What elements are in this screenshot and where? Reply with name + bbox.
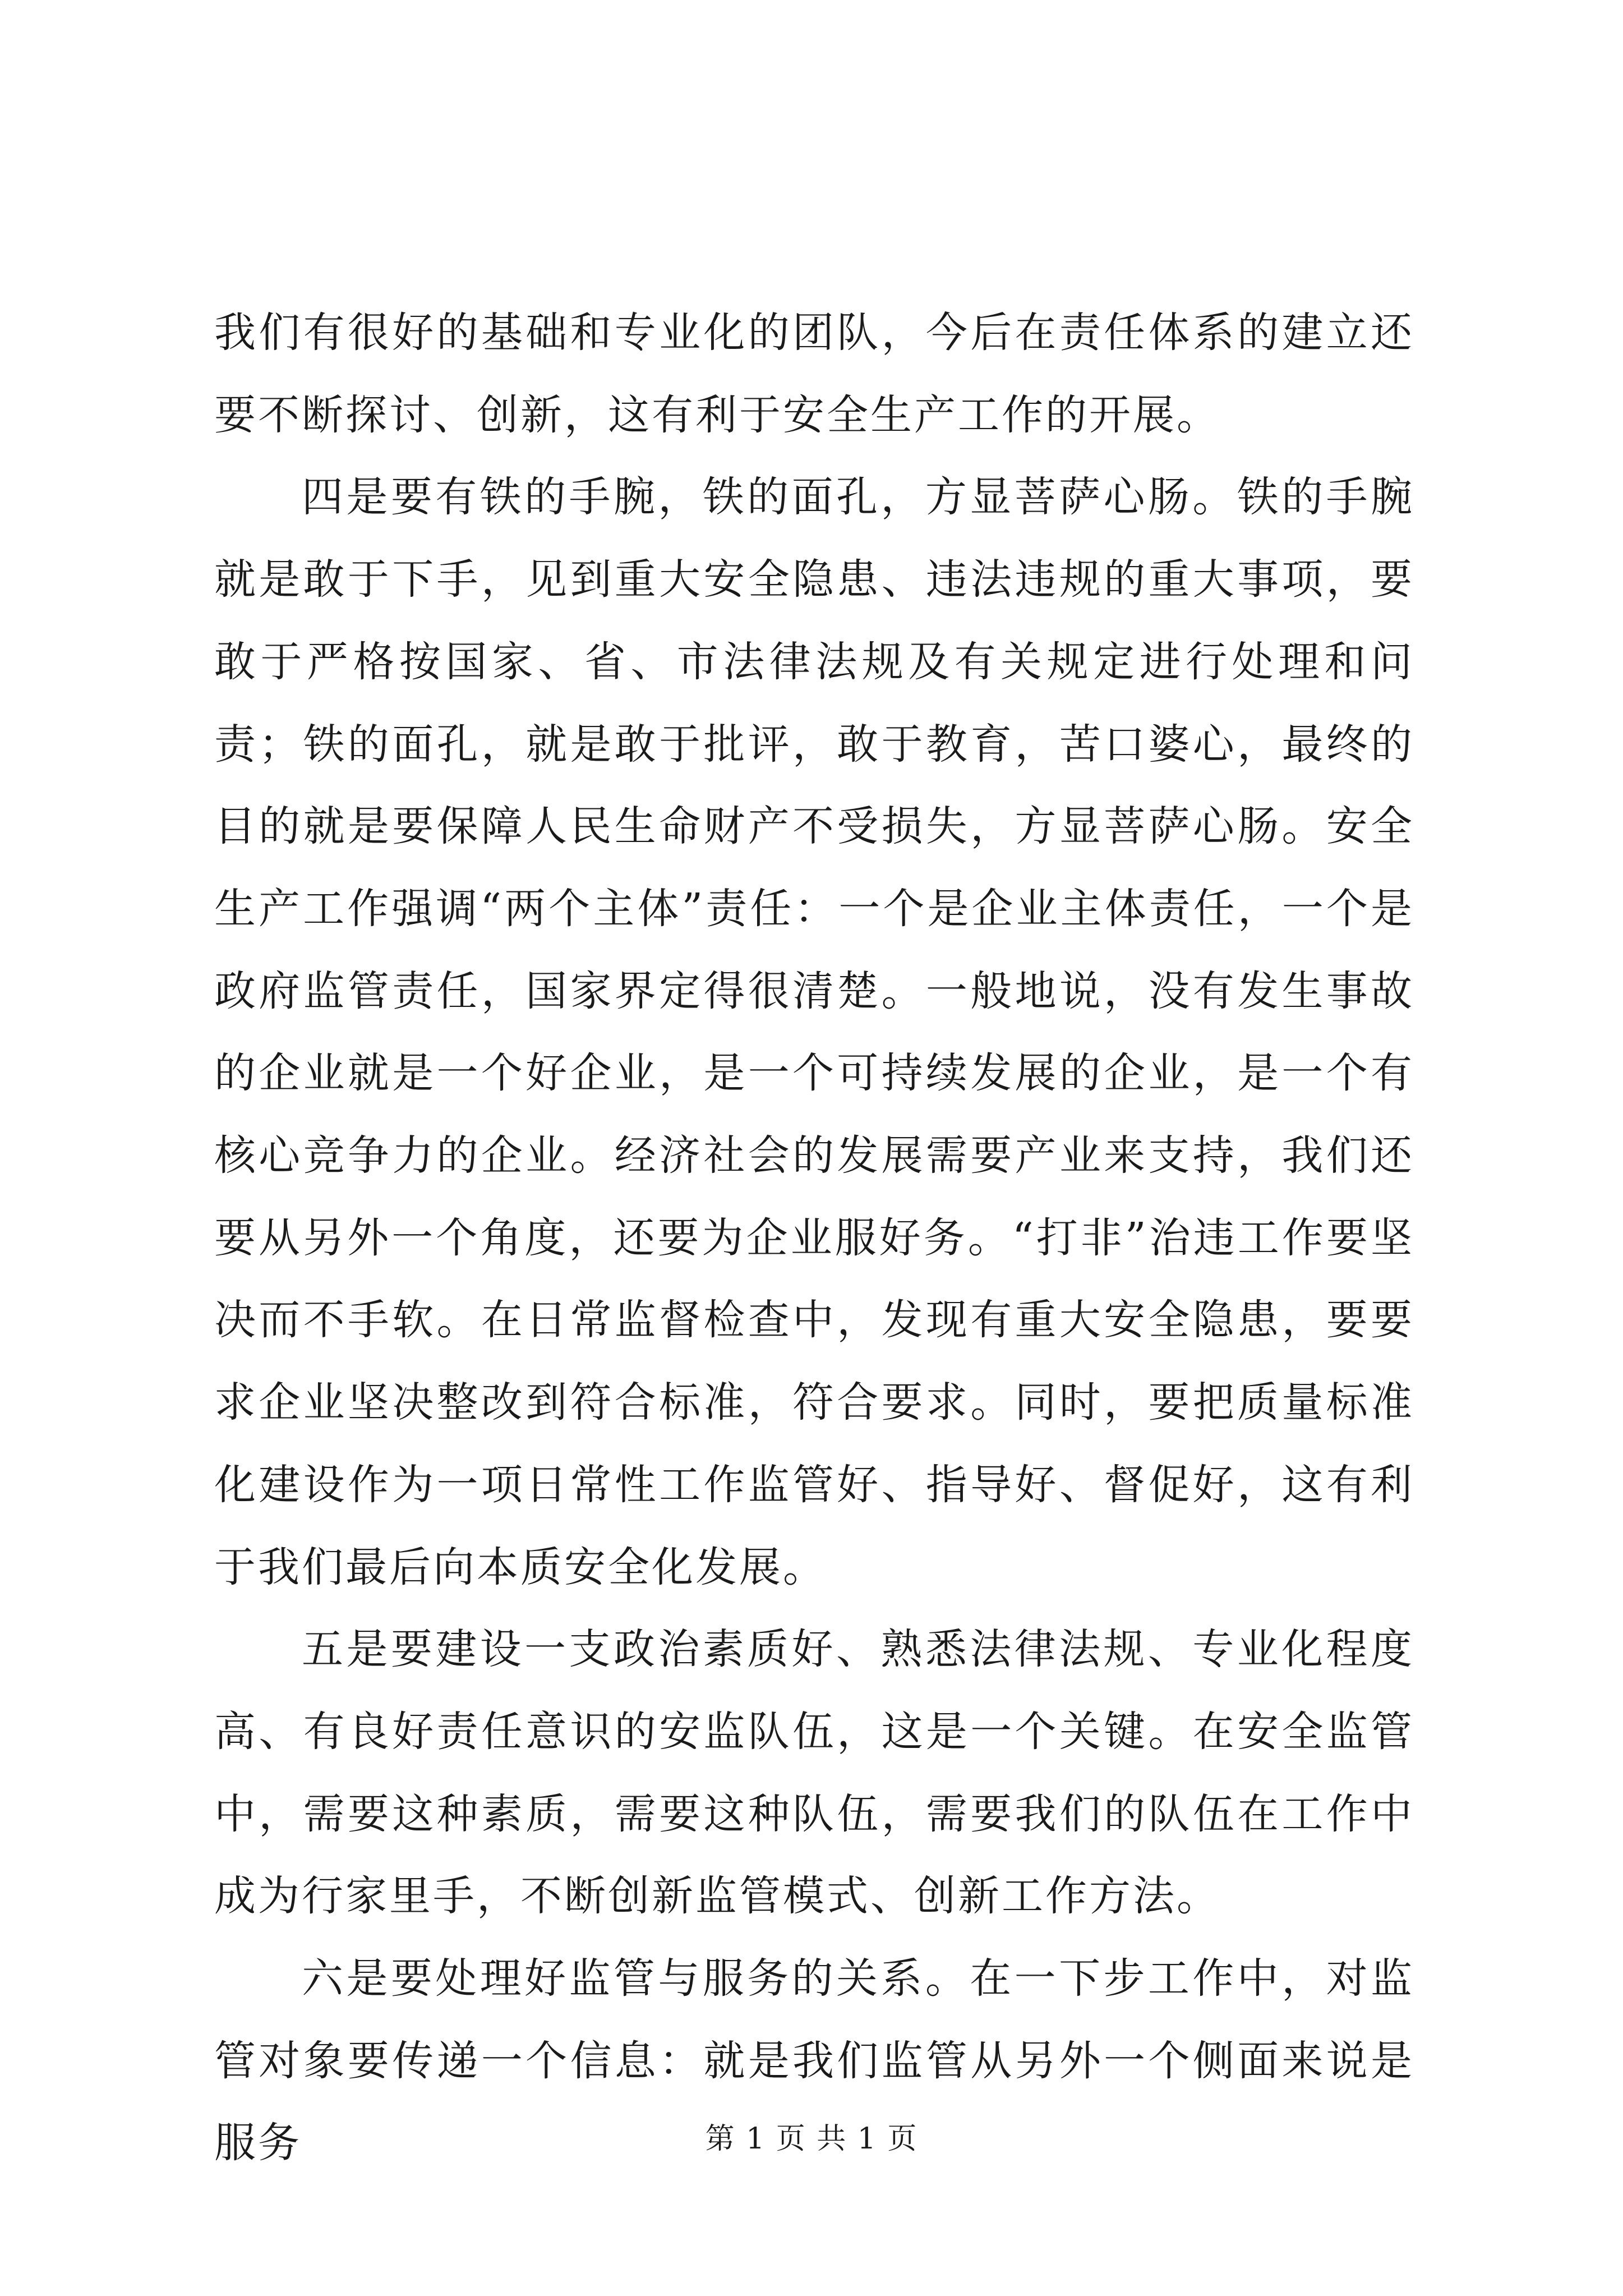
paragraph-1: 我们有很好的基础和专业化的团队，今后在责任体系的建立还要不断探讨、创新，这有利于安全生产工作的开展。 xyxy=(214,309,1414,439)
paragraph-2: 四是要有铁的手腕，铁的面孔，方显菩萨心肠。铁的手腕就是敢于下手，见到重大安全隐患、违法违规的重大事项，要敢于严格按国家、省、市法律法规及有关规定进行处理和问责；铁的面孔，就是敢于批评，敢于教育，苦口婆心，最终的目的就是要保障人民生命财产不受损失，方显菩萨心肠。安全生产工作强调“两个主体”责任：一个是企业主体责任，一个是政府监管责任，国家界定得很清楚。一般地说，没有发生事故的企业就是一个好企业，是一个可持续发展的企业，是一个有核心竞争力的企业。经济社会的发展需要产业来支持，我们还要从另外一个角度，还要为企业服好务。“打非”治违工作要坚决而不手软。在日常监督检查中，发现有重大安全隐患，要要求企业坚决整改到符合标准，符合要求。同时，要把质量标准化建设作为一项日常性工作监管好、指导好、督促好，这有利于我们最后向本质安全化发展。 xyxy=(214,473,1414,1591)
document-body xyxy=(214,292,1414,2184)
paragraph-3: 五是要建设一支政治素质好、熟悉法律法规、专业化程度高、有良好责任意识的安监队伍，这是一个关键。在安全监管中，需要这种素质，需要这种队伍，需要我们的队伍在工作中成为行家里手，不断创新监管模式、创新工作方法。 xyxy=(214,1625,1414,1921)
paragraph-4: 六是要处理好监管与服务的关系。在一下步工作中，对监管对象要传递一个信息：就是我们监管从另外一个侧面来说是服务 xyxy=(214,1954,1414,2168)
page-footer: 第 1 页 共 1 页 xyxy=(705,2122,918,2156)
